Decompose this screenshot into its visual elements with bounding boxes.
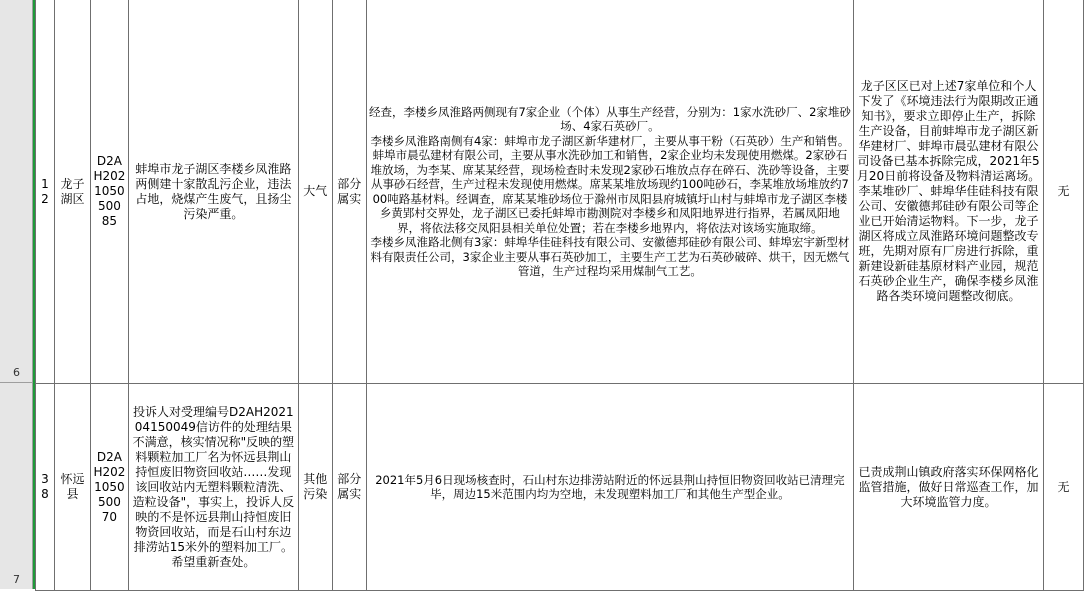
cell-rectification[interactable]: 龙子区区已对上述7家单位和个人下发了《环境违法行为限期改正通知书》，要求立即停止生产，拆除生产设备，目前蚌埠市龙子湖区新华建材厂、蚌埠市晨弘建材有限公司设备已基本拆除完成，2021年5月20日前将设备及物料清运离场。李某堆砂厂、蚌埠华佳硅科技有限公司、安徽德邦硅砂有限公司等企业已开始清运物料。下一步，龙子湖区将成立凤淮路环境问题整改专班，先期对原有厂房进行拆除，重新建设新硅基原材料产业园，规范石英砂企业生产，确保李楼乡凤淮路各类环境问题整改彻底。 (854, 0, 1044, 384)
table-row[interactable] (36, 0, 1084, 384)
finding-paragraph: 李楼乡凤淮路北侧有3家：蚌埠华佳硅科技有限公司、安徽德邦硅砂有限公司、蚌埠宏宇新型材料有限责任公司，3家企业主要从事石英砂加工，主要生产工艺为石英砂破碎、烘干，因无燃气管道，生产过程均采用煤制气工艺。 (370, 235, 850, 278)
cell-code[interactable]: D2AH2021050500 70 (90, 384, 128, 591)
table-row[interactable] (36, 384, 1084, 591)
cell-seq[interactable]: 38 (36, 384, 55, 591)
row-header-7[interactable] (0, 383, 33, 589)
cell-area[interactable]: 龙子湖区 (54, 0, 90, 384)
finding-paragraph: 经查，李楼乡凤淮路两侧现有7家企业（个体）从事生产经营，分别为：1家水洗砂厂、2家堆砂场、4家石英砂厂。 (368, 104, 851, 133)
cell-accountability[interactable]: 无 (1043, 384, 1083, 591)
row-header-6[interactable] (0, 0, 33, 383)
cell-findings[interactable] (366, 384, 853, 591)
cell-complaint[interactable]: 投诉人对受理编号D2AH202104150049信访件的处理结果不满意，核实情况称"反映的塑料颗粒加工厂名为怀远县荆山持恒废旧物资回收站……发现该回收站内无塑料颗粒清洗、造粒设备"，事实上，投诉人反映的不是怀远县荆山持恒废旧物资回收站，而是石山村东边排涝站15米外的塑料加工厂。希望重新查处。 (128, 384, 298, 591)
row-number: 6 (13, 366, 20, 379)
finding-paragraph: 李楼乡凤淮路南侧有4家：蚌埠市龙子湖区新华建材厂，主要从事干粉（石英砂）生产和销售。蚌埠市晨弘建材有限公司，主要从事水洗砂加工和销售，2家企业均未发现使用燃煤。2家砂石堆放场，为李某、席某某经营，现场检查时未发现2家砂石堆放点存在碎石、洗砂等设备，主要从事砂石经营，生产过程未发现使用燃煤。席某某堆放场现约100吨砂石，李某堆放场堆放约700吨路基材料。经调查，席某某堆砂场位于滁州市凤阳县府城镇圩山村与蚌埠市龙子湖区李楼乡黄郢村交界处，龙子湖区已委托蚌埠市勘测院对李楼乡和凤阳地界进行指界，若属凤阳地界，将依法移交凤阳县相关单位处置；若在李楼乡地界内，将依法对该场实施取缔。 (370, 133, 850, 235)
finding-paragraph: 2021年5月6日现场核查时，石山村东边排涝站附近的怀远县荆山持恒旧物资回收站已清理完毕，周边15米范围内均为空地，未发现塑料加工厂和其他生产型企业。 (375, 472, 845, 501)
cell-seq[interactable]: 12 (36, 0, 55, 384)
cell-complaint[interactable]: 蚌埠市龙子湖区李楼乡凤淮路两侧建十家散乱污企业，违法占地，烧煤产生废气，且扬尘污染严重。 (128, 0, 298, 384)
cell-category[interactable]: 大气 (298, 0, 332, 384)
row-number: 7 (13, 573, 20, 586)
cell-findings[interactable] (366, 0, 853, 384)
cell-code[interactable]: D2AH2021050500 85 (90, 0, 128, 384)
cell-area[interactable]: 怀远县 (54, 384, 90, 591)
cell-rectification[interactable]: 已责成荆山镇政府落实环保网格化监管措施，做好日常巡查工作，加大环境监管力度。 (854, 384, 1044, 591)
cell-accountability[interactable]: 无 (1043, 0, 1083, 384)
data-table (35, 0, 1084, 591)
cell-category[interactable]: 其他污染 (298, 384, 332, 591)
cell-verdict[interactable]: 部分属实 (332, 0, 366, 384)
cell-verdict[interactable]: 部分属实 (332, 384, 366, 591)
